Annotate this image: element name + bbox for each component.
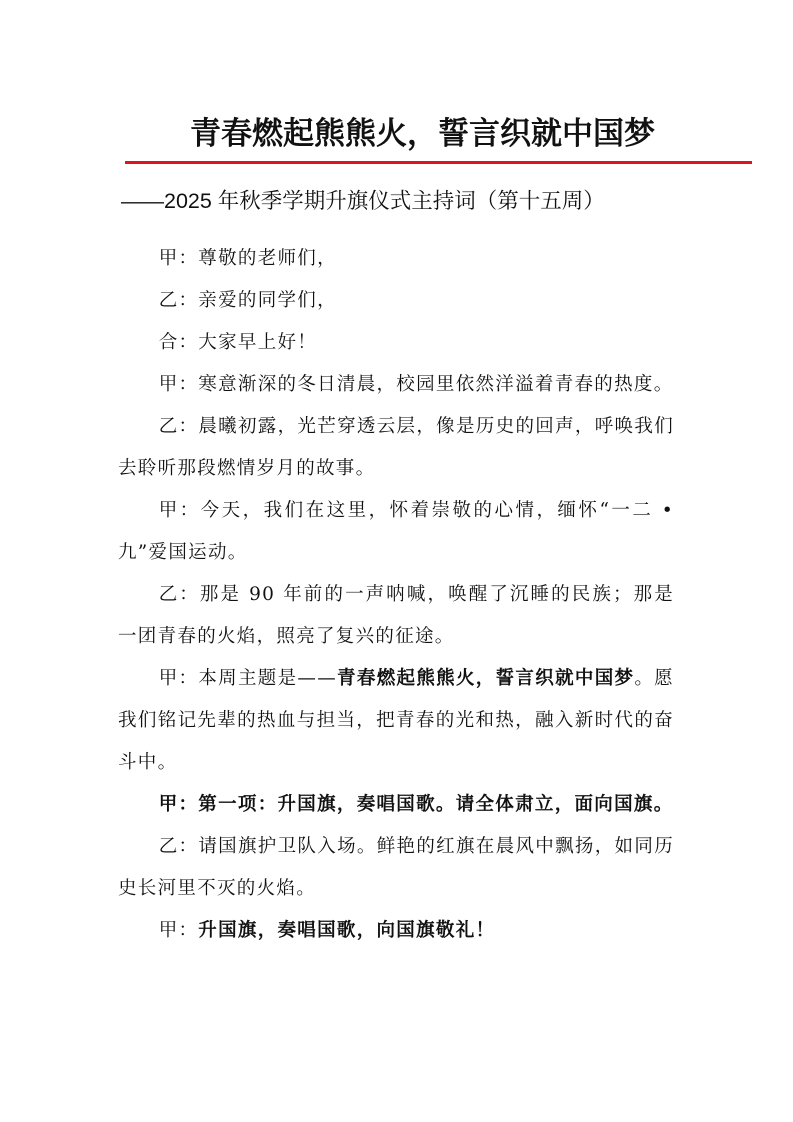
document-subtitle: ——2025 年秋季学期升旗仪式主持词（第十五周） (121, 189, 605, 213)
paragraph: 乙：晨曦初露，光芒穿透云层，像是历史的回声，呼唤我们去聆听那段燃情岁月的故事。 (118, 416, 674, 479)
theme-paragraph (118, 658, 674, 784)
theme-bold: 青春燃起熊熊火，誓言织就中国梦 (337, 668, 635, 689)
paragraph: 乙：那是 90 年前的一声呐喊，唤醒了沉睡的民族；那是一团青春的火焰，照亮了复兴的征途。 (118, 584, 674, 647)
last-bold: 升国旗，奏唱国歌，向国旗敬礼！ (198, 920, 496, 941)
paragraph: 甲：寒意渐深的冬日清晨，校园里依然洋溢着青春的热度。 (158, 374, 674, 395)
last-prefix: 甲： (158, 920, 199, 941)
item1-paragraph: 甲：第一项：升国旗，奏唱国歌。请全体肃立，面向国旗。 (158, 794, 674, 815)
theme-suffix: 。愿我们铭记先辈的热血与担当，把青春的光和热，融入新时代的奋斗中。 (118, 668, 674, 773)
paragraph: 乙：亲爱的同学们， (158, 290, 337, 311)
paragraph: 合：大家早上好！ (158, 332, 318, 353)
guard-paragraph: 乙：请国旗护卫队入场。鲜艳的红旗在晨风中飘扬，如同历史长河里不灭的火焰。 (118, 836, 674, 899)
theme-prefix: 甲：本周主题是—— (158, 668, 338, 689)
last-paragraph (118, 910, 674, 952)
paragraph: 甲：尊敬的老师们， (158, 248, 337, 269)
paragraph: 甲：今天，我们在这里，怀着崇敬的心情，缅怀“一二 •九”爱国运动。 (118, 500, 674, 563)
document-body (118, 238, 674, 952)
document-title: 青春燃起熊熊火，誓言织就中国梦 (190, 116, 655, 152)
red-divider (125, 161, 752, 164)
